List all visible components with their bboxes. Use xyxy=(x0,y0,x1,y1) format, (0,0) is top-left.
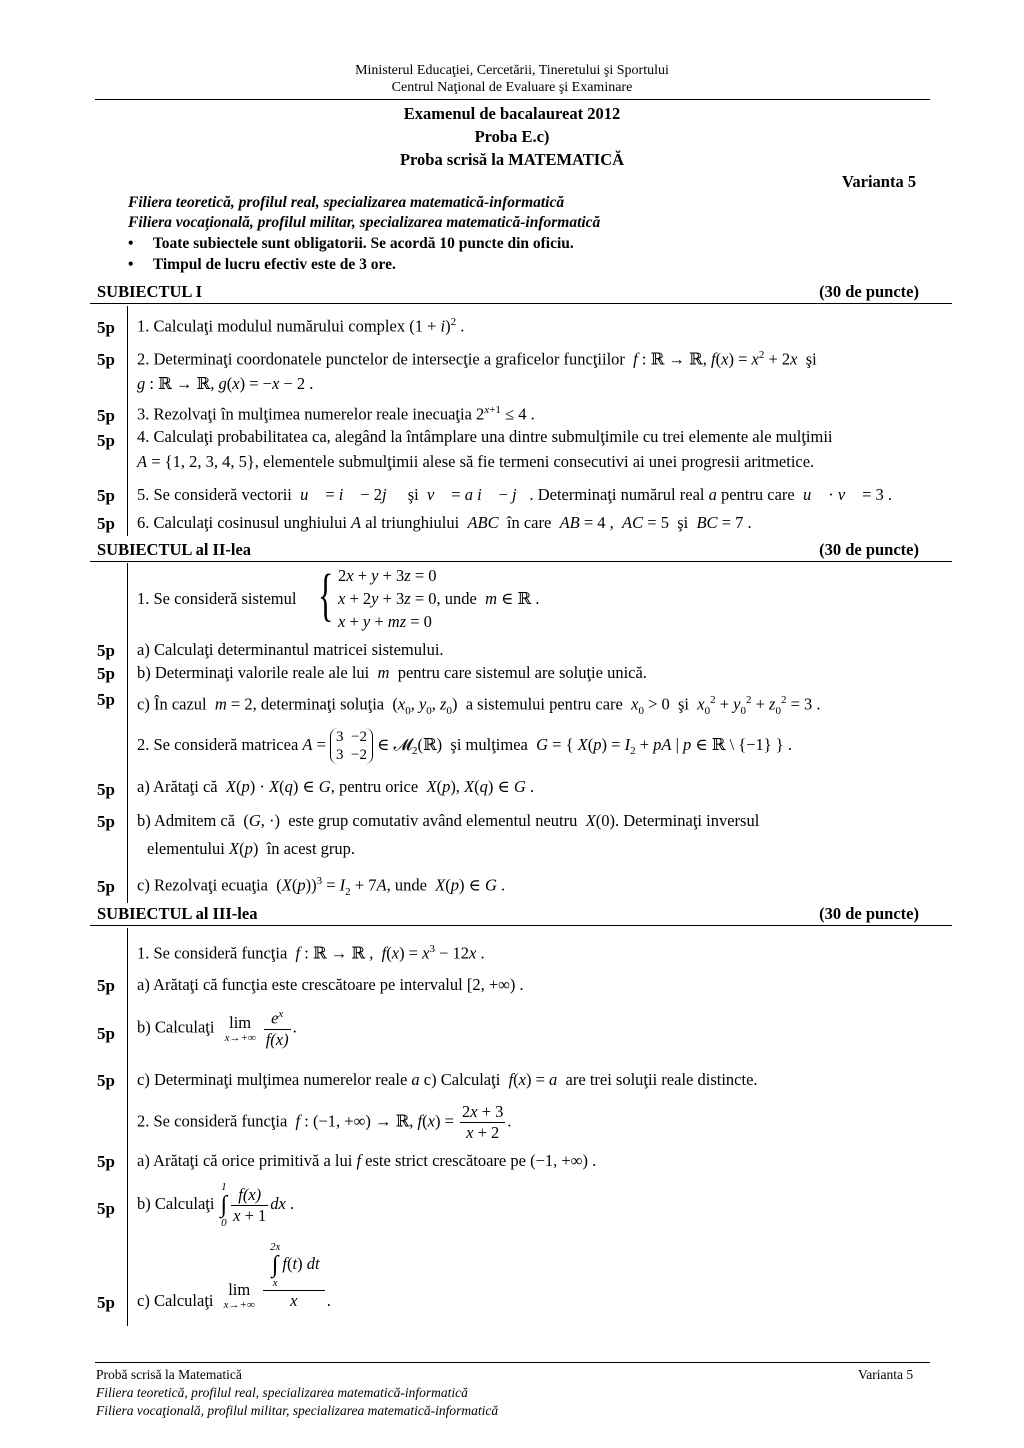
s1-q2-line2: g : ℝ → ℝ, g(x) = −x − 2 . xyxy=(137,374,314,393)
subject-title: Proba scrisă la MATEMATICĂ xyxy=(399,150,625,169)
points-2-2c: 5p xyxy=(97,877,115,896)
s2-p1-c: c) În cazul m = 2, determinaţi soluţia ($x_0$, $y_0$, $z_0$) a sistemului pentru care $x_0 > 0$ şi $x_0^2 + y_0^2 + z_0^2 = 3$ . xyxy=(137,694,821,717)
points-1-1: 5p xyxy=(97,318,115,337)
filiera-1: Filiera teoretică, profilul real, specializarea matematică-informatică xyxy=(128,194,565,211)
s1-q2-line1: 2. Determinaţi coordonatele punctelor de intersecţie a graficelor funcţiilor f : ℝ → ℝ, $f(x) = x^2 + 2x$ şi xyxy=(137,349,817,369)
footer-rule xyxy=(95,1362,930,1363)
points-3-2b: 5p xyxy=(97,1199,115,1218)
s3-p2-b: b) Calculaţi 1 ∫ 0 $\frac{f(x)}{x + 1}$ dx . xyxy=(137,1181,295,1229)
points-1-5: 5p xyxy=(97,486,115,505)
footer-left-1: Probă scrisă la Matematică xyxy=(96,1367,242,1382)
s2-p2-b-line2: elementului X(p) în acest grup. xyxy=(147,839,356,858)
footer-right-1: Varianta 5 xyxy=(858,1367,914,1382)
s2-p2-intro: 2. Se consideră matricea A = 3 −2 3 −2 ∈ 𝓜$_2$(ℝ) şi mulţimea G = { $X(p) = I_2$ + pA | p ∈ ℝ \ {−1} } . xyxy=(137,729,792,763)
filiera-2: Filiera vocaţională, profilul militar, specializarea matematică-informatică xyxy=(128,214,601,231)
section-1-rule xyxy=(90,303,952,304)
s3-p1-c: c) Determinaţi mulţimea numerelor reale a c) Calculaţi f(x) = a are trei soluţii reale distincte. xyxy=(137,1070,758,1089)
points-3-2c: 5p xyxy=(97,1293,115,1312)
points-3-2a: 5p xyxy=(97,1152,115,1171)
section-2-header: SUBIECTUL al II-lea (30 de puncte) xyxy=(97,540,919,559)
variant-label: Varianta 5 xyxy=(842,172,917,191)
proba-title: Proba E.c) xyxy=(474,127,550,146)
s3-p2-c: c) Calculaţi lim x→+∞ 2x ∫ x f(t) dt x . xyxy=(137,1241,331,1311)
section-2-bar xyxy=(127,563,128,903)
matrix-a: 3 −2 3 −2 xyxy=(330,728,373,764)
header-rule xyxy=(95,99,930,100)
s3-p1-b: b) Calculaţi lim x→+∞ $\frac{e^x}{f(x)}$ . xyxy=(137,1008,297,1049)
points-1-4: 5p xyxy=(97,431,115,450)
section-1-bar xyxy=(127,306,128,536)
s2-p2-a: a) Arătaţi că X(p) · X(q) ∈ G, pentru orice X(p), X(q) ∈ G . xyxy=(137,777,535,796)
s1-q4-line1: 4. Calculaţi probabilitatea ca, alegând la întâmplare una dintre submulţimile cu trei elemente ale mulţimii xyxy=(137,427,833,446)
exam-title: Examenul de bacalaureat 2012 xyxy=(403,104,621,123)
points-3-1c: 5p xyxy=(97,1071,115,1090)
s3-p1-intro: 1. Se consideră funcţia f : ℝ → ℝ , $f(x) = x^3 - 12x$ . xyxy=(137,943,485,963)
section-3-bar xyxy=(127,928,128,1326)
section-2-rule xyxy=(90,561,952,562)
bullet-1: • Toate subiectele sunt obligatorii. Se acordă 10 puncte din oficiu. xyxy=(128,235,574,252)
points-1-3: 5p xyxy=(97,406,115,425)
s1-q6: 6. Calculaţi cosinusul unghiului A al triunghiului ABC în care AB = 4 , AC = 5 şi BC = 7 . xyxy=(137,513,752,532)
s2-p2-c: c) Rezolvaţi ecuaţia $(X(p))^3 = I_2 + 7A$, unde X(p) ∈ G . xyxy=(137,875,506,898)
points-2-2a: 5p xyxy=(97,780,115,799)
s3-p2-a: a) Arătaţi că orice primitivă a lui f este strict crescătoare pe (−1, +∞) . xyxy=(137,1151,597,1170)
s2-p2-b-line1: b) Admitem că (G, ·) este grup comutativ având elementul neutru X(0). Determinaţi inversul xyxy=(137,811,760,830)
points-2-1c: 5p xyxy=(97,690,115,709)
system-brace: { xyxy=(318,562,334,627)
bullet-2: • Timpul de lucru efectiv este de 3 ore. xyxy=(128,256,396,273)
points-2-2b: 5p xyxy=(97,812,115,831)
system-eq3: x + y + mz = 0 xyxy=(338,612,432,631)
points-3-1b: 5p xyxy=(97,1024,115,1043)
points-1-6: 5p xyxy=(97,514,115,533)
s1-q4-line2: A = {1, 2, 3, 4, 5}, elementele submulţimii alese să fie termeni consecutivi ai unei progresii aritmetice. xyxy=(137,452,815,471)
system-eq1: 2x + y + 3z = 0 xyxy=(338,566,437,585)
section-3-rule xyxy=(90,925,952,926)
ministry: Ministerul Educaţiei, Cercetării, Tineretului şi Sportului xyxy=(355,63,669,78)
section-3-header: SUBIECTUL al III-lea (30 de puncte) xyxy=(97,904,919,923)
s3-p2-intro: 2. Se consideră funcţia f : (−1, +∞) → ℝ, f(x) = $\frac{2x + 3}{x + 2}$ . xyxy=(137,1102,512,1142)
s1-q1: 1. Calculaţi modulul numărului complex $(1 + i)^2$ . xyxy=(137,316,465,336)
points-1-2: 5p xyxy=(97,350,115,369)
points-2-1a: 5p xyxy=(97,641,115,660)
section-1-header: SUBIECTUL I (30 de puncte) xyxy=(97,282,919,301)
points-2-1b: 5p xyxy=(97,664,115,683)
s3-p1-a: a) Arătaţi că funcţia este crescătoare pe intervalul [2, +∞) . xyxy=(137,975,524,994)
system-eq2: x + 2y + 3z = 0, unde m ∈ ℝ . xyxy=(338,589,540,608)
s1-q3: 3. Rezolvaţi în mulţimea numerelor reale inecuaţia $2^{x+1} \le 4$ . xyxy=(137,404,535,424)
s1-q5: 5. Se consideră vectorii u⃗ = i⃗ − 2j⃗ şi v⃗ = a i⃗ − j⃗. Determinaţi numărul real a pentru care u⃗ · v⃗ = 3 . xyxy=(137,485,893,504)
s2-p1-a: a) Calculaţi determinantul matricei sistemului. xyxy=(137,640,444,659)
s2-p1-intro: 1. Se consideră sistemul xyxy=(137,589,297,608)
s2-p1-b: b) Determinaţi valorile reale ale lui m pentru care sistemul are soluţie unică. xyxy=(137,663,647,682)
center-name: Centrul Naţional de Evaluare şi Examinare xyxy=(391,80,633,95)
footer-left-3: Filiera vocaţională, profilul militar, specializarea matematică-informatică xyxy=(96,1403,499,1418)
points-3-1a: 5p xyxy=(97,976,115,995)
footer-left-2: Filiera teoretică, profilul real, specializarea matematică-informatică xyxy=(96,1385,468,1400)
